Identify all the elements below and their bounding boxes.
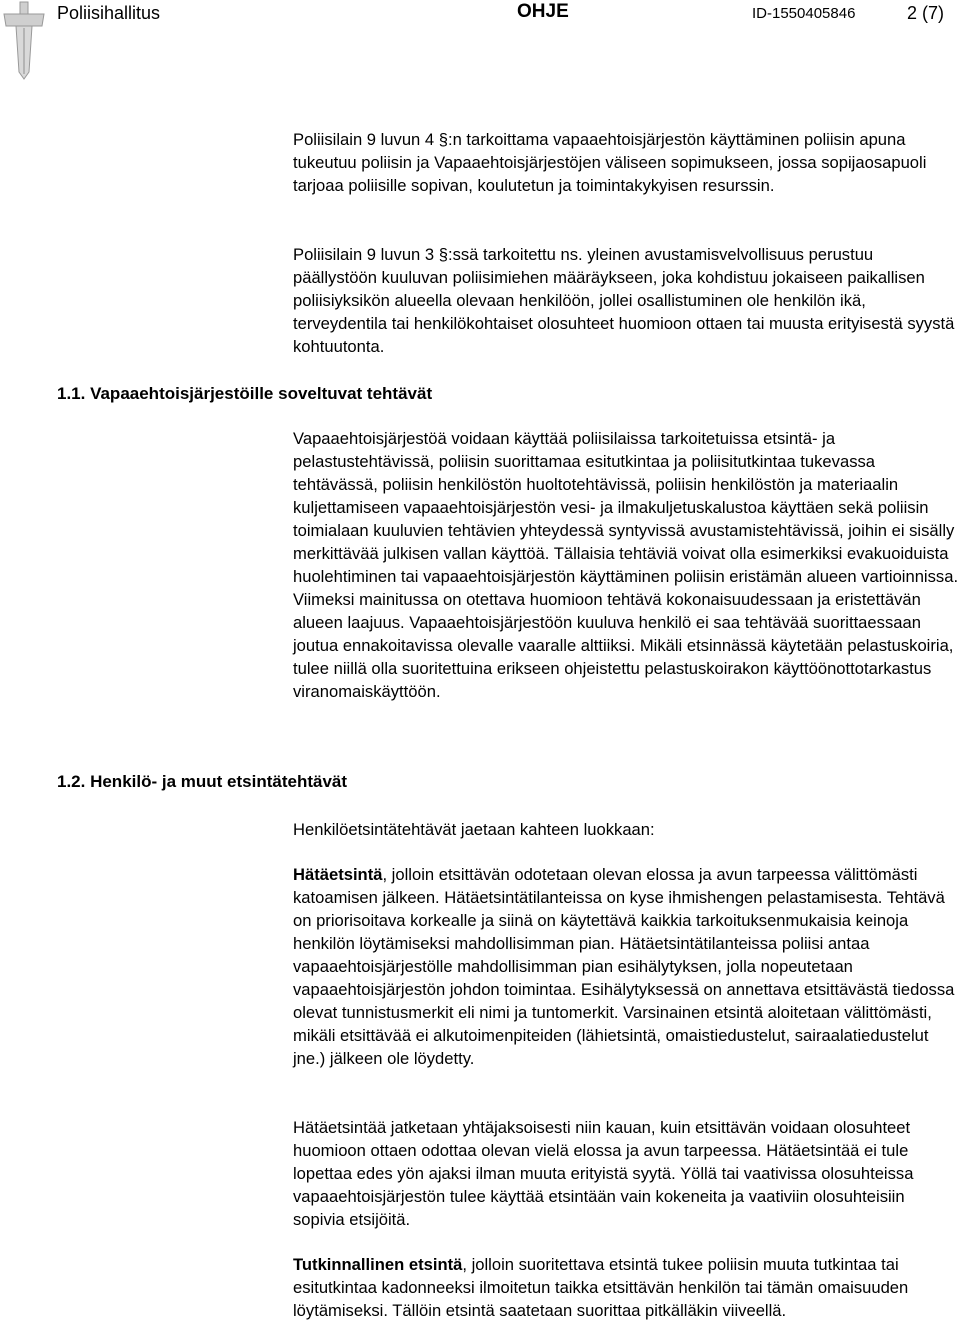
section-heading-1-1: 1.1. Vapaaehtoisjärjestöille soveltuvat tehtävät: [57, 384, 433, 403]
paragraph-text: Poliisilain 9 luvun 4 §:n tarkoittama vapaaehtoisjärjestön käyttäminen poliisin apuna tukeutuu poliisin ja Vapaaehtoisjärjestöjen väliseen sopimukseen, jossa sopijaosapuoli tarjoaa poliisille sopivan, koulutetun ja toimintakykyisen resurssin.: [293, 130, 927, 195]
paragraph-emergency-search: [293, 863, 960, 1070]
paragraph-investigative-search: [293, 1253, 960, 1322]
paragraph-text: Hätäetsintää jatketaan yhtäjaksoisesti niin kauan, kuin etsittävän voidaan olosuhteet huomioon ottaen odottaa olevan vielä elossa ja avun tarpeessa. Hätäetsintää ei tule lopettaa edes yön ajaksi ilman muuta erityistä syytä. Yöllä tai vaativissa olosuhteissa vapaaehtoisjärjestön tulee käyttää etsintään vain kokeneita ja vaativiin olosuhteisiin sopivia etsijöitä.: [293, 1118, 914, 1229]
organization-name: Poliisihallitus: [57, 3, 161, 23]
paragraph-text: Poliisilain 9 luvun 3 §:ssä tarkoitettu ns. yleinen avustamisvelvollisuus perustuu päällystöön kuuluvan poliisimiehen määräykseen, joka kohdistuu jokaiseen paikallisen poliisiyksikön alueella olevaan henkilöön, jollei osallistuminen ole henkilön ikä, terveydentila tai henkilökohtaiset olosuhteet huomioon ottaen tai muusta erityisestä syystä kohtuutonta.: [293, 245, 955, 356]
term-investigative-search: Tutkinnallinen etsintä: [293, 1255, 463, 1274]
definition-text: , jolloin etsittävän odotetaan olevan elossa ja avun tarpeessa välittömästi katoamisen jälkeen. Hätäetsintätilanteissa on kyse ihmishengen pelastamisesta. Tehtävä on priorisoitava korkealle ja siinä on käytettävä kaikkia tarkoituksenmukaisia keinoja henkilön löytämiseksi mahdollisimman pian. Hätäetsintätilanteissa poliisi antaa vapaaehtoisjärjestölle mahdollisimman pian esihälytyksen, jolla nopeutetaan vapaaehtoisjärjestön johdon toimintaa. Esihälytyksessä on annettava etsittävästä tiedossa olevat tunnistusmerkit eli nimi ja tuntomerkit. Varsinainen etsintä aloitetaan välittömästi, mikäli etsittävää ei alkutoimenpiteiden (lähietsintä, omaistiedustelut, sairaalatiedustelut jne.) jälkeen ole löydetty.: [293, 865, 955, 1068]
paragraph-text: [293, 863, 960, 1070]
paragraph-text: Henkilöetsintätehtävät jaetaan kahteen luokkaan:: [293, 820, 655, 839]
page-header: [0, 0, 960, 40]
paragraph-emergency-continuation: [293, 1116, 960, 1231]
paragraph-text: [293, 1253, 960, 1322]
paragraph-search-categories: [293, 818, 960, 841]
paragraph-volunteer-use: [293, 128, 960, 197]
document-type: OHJE: [517, 1, 569, 22]
police-sword-emblem-icon: [2, 0, 46, 80]
definition-text: , jolloin suoritettava etsintä tukee poliisin muuta tutkintaa tai esitutkintaa kadonneeksi ilmoitetun taikka etsittävän henkilön tai tämän omaisuuden löytämiseksi. Tällöin etsintä saatetaan suorittaa pitkälläkin viiveellä.: [293, 1255, 909, 1320]
term-emergency-search: Hätäetsintä: [293, 865, 383, 884]
page-number: 2 (7): [907, 3, 945, 23]
document-id: ID-1550405846: [752, 5, 856, 22]
section-heading-1-2: 1.2. Henkilö- ja muut etsintätehtävät: [57, 772, 348, 791]
paragraph-assistance-duty: [293, 243, 960, 358]
paragraph-suitable-tasks: [293, 427, 960, 703]
paragraph-text: Vapaaehtoisjärjestöä voidaan käyttää poliisilaissa tarkoitetuissa etsintä- ja pelastustehtävissä, poliisin suorittamaa esitutkintaa ja poliisitutkintaa tukevassa tehtävässä, poliisin henkilöstön huoltotehtävissä, poliisin henkilöstön ja materiaalin kuljettamiseen vapaaehtoisjärjestön vesi- ja ilmakuljetuskalustoa käyttäen sekä poliisin toimialaan kuuluvien tehtävien yhteydessä syntyvissä avustamistehtävissä, joihin ei sisälly merkittävää julkisen vallan käyttöä. Tällaisia tehtäviä voivat olla esimerkiksi evakuoiduista huolehtiminen tai vapaaehtoisjärjestön käyttäminen poliisin eristämän alueen vartioinnissa. Viimeksi mainitussa on otettava huomioon tehtävä kokonaisuudessaan ja eristettävän alueen laajuus. Vapaaehtoisjärjestöön kuuluva henkilö ei saa tehtävää suorittaessaan joutua ennakoitavissa olevalle vaaralle alttiiksi. Mikäli etsinnässä käytetään pelastuskoiria, tulee niillä olla suoritettuina erikseen ohjeistettu pelastuskoirakon käyttöönottotarkastus viranomaiskäyttöön.: [293, 429, 959, 701]
